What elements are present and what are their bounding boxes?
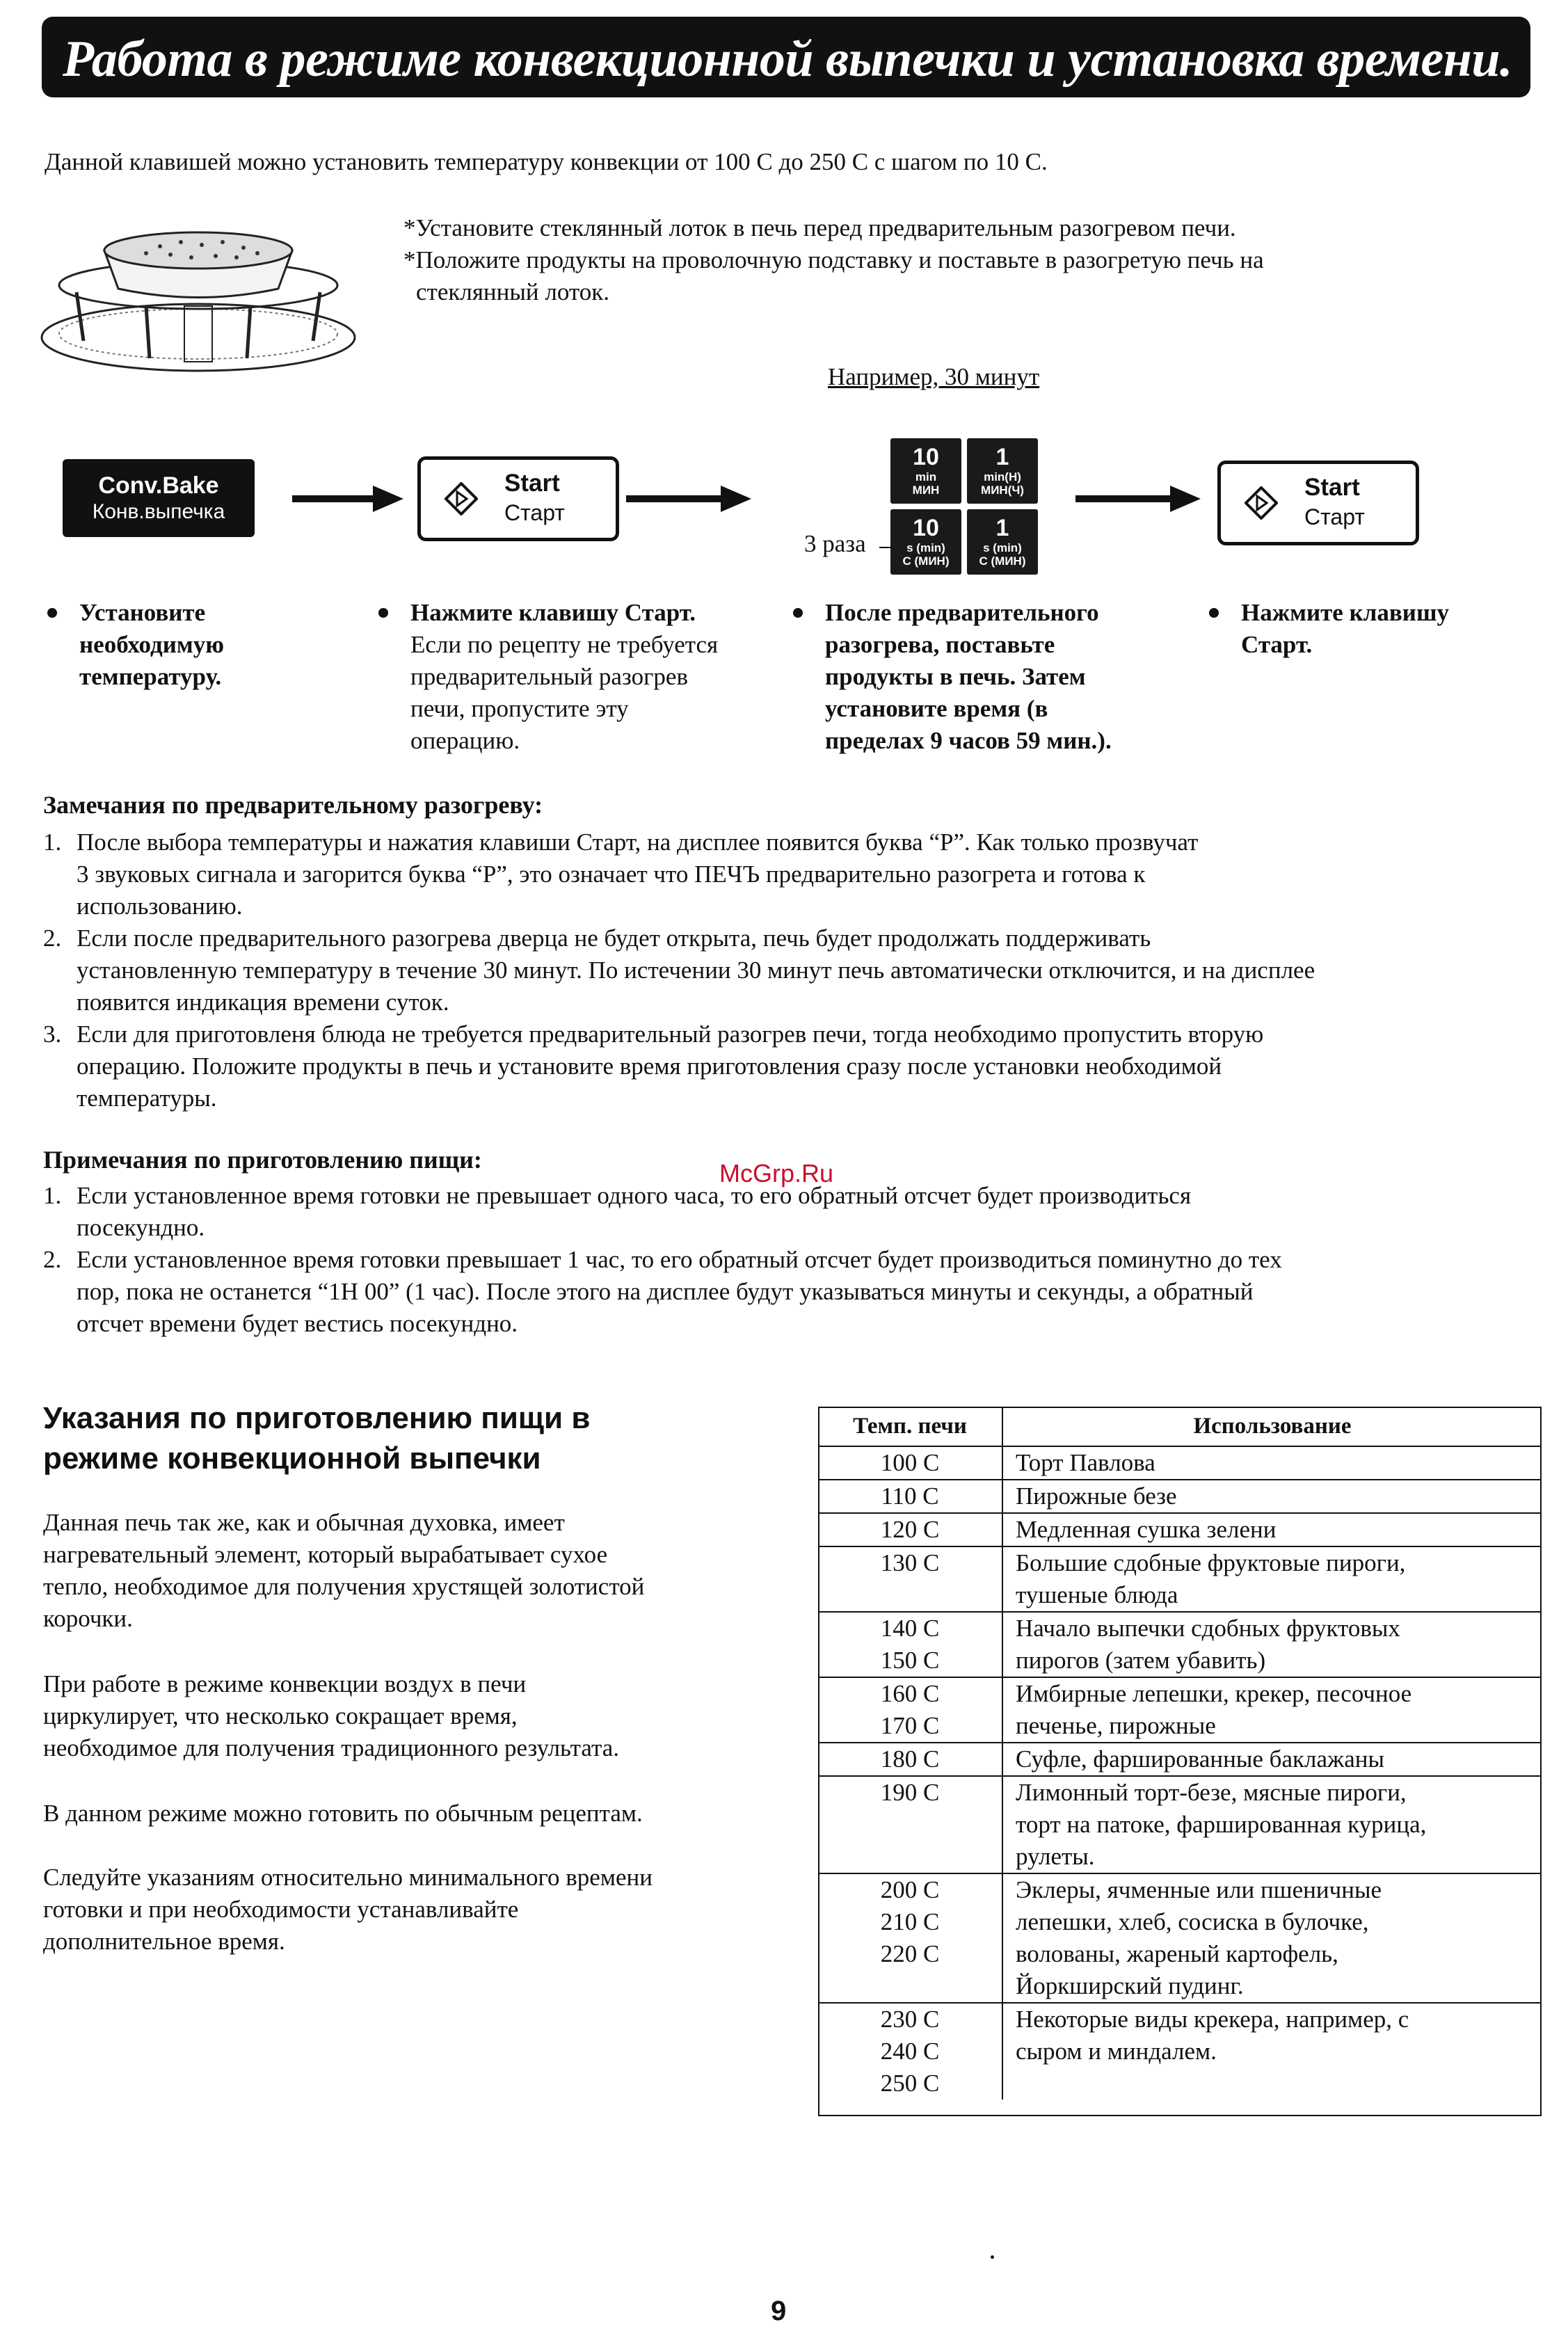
list-item: 2. Если установленное время готовки превышает 1 час, то его обратный отсчет будет производиться поминутно до тех пор, пока не останется “1Н 00” (1 час). После этого на дисплее будут указываться минуты и секунды, а обратный отсчет времени будет вестись посекундно. — [43, 1246, 1282, 1337]
temp-cell: 160 С 170 С — [818, 1677, 1002, 1743]
key-10-s[interactable]: 10 s (min) С (МИН) — [890, 509, 961, 575]
temp-cell: 100 С — [818, 1446, 1002, 1480]
temperature-table — [818, 1407, 1542, 2100]
usage-cell: Лимонный торт-безе, мясные пироги, торт на патоке, фаршированная курица, рулеты. — [1002, 1776, 1542, 1873]
temp-cell: 110 С — [818, 1480, 1002, 1513]
table-row — [818, 1480, 1542, 1513]
start-label-ru: Старт — [1304, 504, 1365, 529]
intro-text: Данной клавишей можно установить температуру конвекции от 100 С до 250 С с шагом по 10 С. — [45, 148, 1048, 175]
table-row — [818, 1612, 1542, 1677]
table-row — [818, 1513, 1542, 1546]
guide-paragraph: Следуйте указаниям относительно минимального времени готовки и при необходимости устанавливайте дополнительное время. — [43, 1864, 653, 1955]
usage-cell: Большие сдобные фруктовые пироги, тушеные блюда — [1002, 1546, 1542, 1612]
tray-notes — [403, 212, 1530, 308]
start-button[interactable] — [417, 456, 619, 541]
note-line: *Положите продукты на проволочную подставку и поставьте в разогретую печь на — [403, 246, 1264, 273]
guide-paragraph: При работе в режиме конвекции воздух в печи циркулирует, что несколько сокращает время, необходимое для получения традиционного результата. — [43, 1670, 620, 1761]
leader-line — [879, 547, 892, 548]
step-2: Нажмите клавишу Старт. Если по рецепту не требуется предварительный разогрев печи, пропустите эту операцию. — [410, 597, 772, 757]
conv-bake-label-ru: Конв.выпечка — [92, 500, 225, 523]
usage-cell: Пирожные безе — [1002, 1480, 1542, 1513]
key-1-s[interactable]: 1 s (min) С (МИН) — [967, 509, 1038, 575]
arrow-right-icon — [626, 495, 751, 502]
time-keypad — [890, 438, 1038, 575]
page-number: 9 — [771, 2296, 787, 2326]
column-header: Темп. печи — [818, 1407, 1002, 1446]
key-10-min[interactable]: 10 min МИН — [890, 438, 961, 504]
usage-cell: Имбирные лепешки, крекер, песочное печенье, пирожные — [1002, 1677, 1542, 1743]
column-header: Использование — [1002, 1407, 1542, 1446]
bullet-icon — [378, 608, 388, 618]
cooking-heading: Примечания по приготовлению пищи: — [43, 1146, 482, 1174]
table-row — [818, 2003, 1542, 2100]
cooking-list — [43, 1180, 1546, 1340]
guide-heading: Указания по приготовлению пищи в режиме конвекционной выпечки — [43, 1401, 591, 1476]
guide-paragraph: В данном режиме можно готовить по обычным рецептам. — [43, 1800, 643, 1827]
temp-cell: 140 С 150 С — [818, 1612, 1002, 1677]
temp-cell: 230 С 240 С 250 С — [818, 2003, 1002, 2100]
table-row — [818, 1446, 1542, 1480]
list-item: 2. Если после предварительного разогрева дверца не будет открыта, печь будет продолжать поддерживать установленную температуру в течение 30 минут. По истечении 30 минут печь автоматически отключится, и на дисплее появится индикация времени суток. — [43, 925, 1315, 1016]
preheat-list — [43, 826, 1546, 1114]
step-3: После предварительного разогрева, поставьте продукты в печь. Затем установите время (в пределах 9 часов 59 мин.). — [825, 597, 1201, 757]
table-row — [818, 1873, 1542, 2003]
bullet-icon — [793, 608, 803, 618]
temp-cell: 180 С — [818, 1743, 1002, 1776]
table-row — [818, 1743, 1542, 1776]
usage-cell: Эклеры, ячменные или пшеничные лепешки, хлеб, сосиска в булочке, волованы, жареный картофель, Йоркширский пудинг. — [1002, 1873, 1542, 2003]
start-label: Start — [1304, 474, 1360, 501]
table-header-row — [818, 1407, 1542, 1446]
bullet-icon — [1209, 608, 1219, 618]
step-1: Установите необходимую температуру. — [79, 597, 371, 693]
preheat-heading: Замечания по предварительному разогреву: — [43, 791, 543, 819]
arrow-right-icon — [292, 495, 403, 502]
step-4: Нажмите клавишу Старт. — [1241, 597, 1533, 661]
list-item: 3. Если для приготовленя блюда не требуется предварительный разогрев печи, тогда необходимо пропустить вторую операцию. Положите продукты в печь и установите время приготовления сразу после установки необходимой температуры. — [43, 1021, 1264, 1112]
usage-cell: Торт Павлова — [1002, 1446, 1542, 1480]
temp-cell: 130 С — [818, 1546, 1002, 1612]
usage-cell: Медленная сушка зелени — [1002, 1513, 1542, 1546]
usage-cell: Суфле, фаршированные баклажаны — [1002, 1743, 1542, 1776]
start-label-ru: Старт — [504, 500, 565, 525]
usage-cell: Некоторые виды крекера, например, с сыром и миндалем. — [1016, 2006, 1409, 2065]
start-diamond-icon — [445, 482, 478, 515]
table-row — [818, 1677, 1542, 1743]
oven-tray-illustration — [35, 202, 362, 376]
guide-paragraph: Данная печь так же, как и обычная духовка, имеет нагревательный элемент, который вырабатывает сухое тепло, необходимое для получения хрустящей золотистой корочки. — [43, 1509, 645, 1632]
start-label: Start — [504, 470, 560, 497]
note-line: стеклянный лоток. — [416, 278, 609, 305]
start-button[interactable] — [1217, 461, 1419, 545]
list-item: 1. Если установленное время готовки не превышает одного часа, то его обратный отсчет будет производиться посекундно. — [43, 1182, 1192, 1241]
list-item: 1. После выбора температуры и нажатия клавиши Старт, на дисплее появится буква “P”. Как только прозвучат 3 звуковых сигнала и загорится буква “P”, это означает что ПЕЧЪ предварительно разогрета и готова к использованию. — [43, 829, 1199, 920]
conv-bake-button[interactable] — [63, 459, 255, 537]
temp-cell: 200 С 210 С 220 С — [818, 1873, 1002, 2003]
press-times-label: 3 раза — [804, 530, 866, 557]
page-title: Работа в режиме конвекционной выпечки и установка времени. — [63, 31, 1513, 88]
dot-mark — [991, 2255, 994, 2259]
arrow-right-icon — [1075, 495, 1201, 502]
start-diamond-icon — [1245, 486, 1278, 520]
conv-bake-label: Conv.Bake — [98, 472, 219, 499]
temp-cell: 190 С — [818, 1776, 1002, 1873]
example-label: Например, 30 минут — [828, 363, 1040, 390]
table-row — [818, 1776, 1542, 1873]
temp-cell: 120 С — [818, 1513, 1002, 1546]
key-1-min-h[interactable]: 1 min(H) МИН(Ч) — [967, 438, 1038, 504]
note-line: *Установите стеклянный лоток в печь перед предварительным разогревом печи. — [403, 214, 1236, 241]
table-row — [818, 1546, 1542, 1612]
watermark: McGrp.Ru — [719, 1159, 834, 1188]
bullet-icon — [47, 608, 57, 618]
usage-cell: Начало выпечки сдобных фруктовых пирогов (затем убавить) — [1002, 1612, 1542, 1677]
